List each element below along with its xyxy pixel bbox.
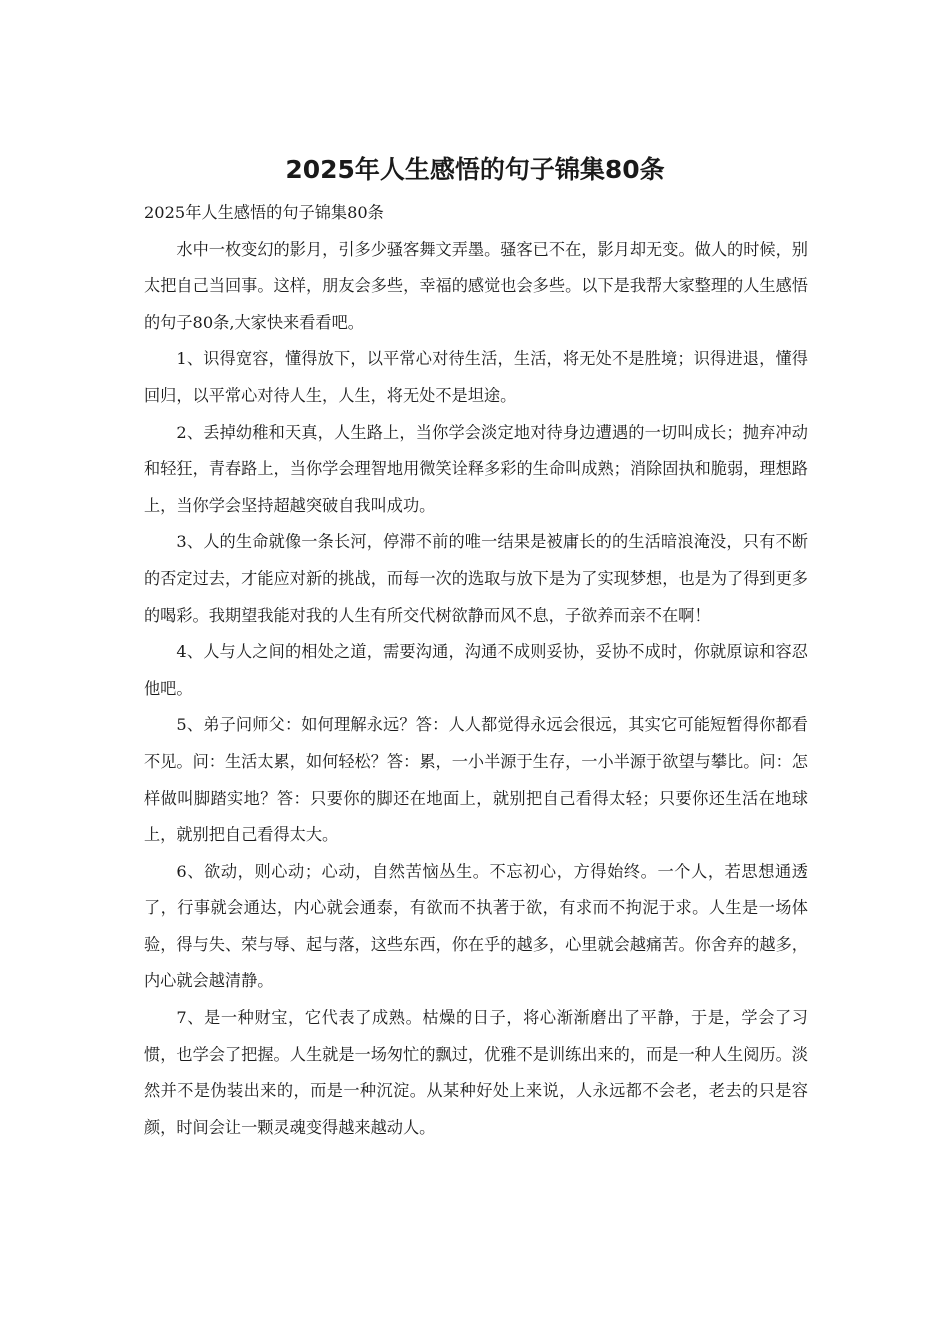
document-body — [144, 195, 808, 1146]
list-item: 4、人与人之间的相处之道，需要沟通，沟通不成则妥协，妥协不成时，你就原谅和容忍他吧。 — [144, 642, 808, 698]
list-item: 7、是一种财宝，它代表了成熟。枯燥的日子，将心渐渐磨出了平静，于是，学会了习惯，也学会了把握。人生就是一场匆忙的飘过，优雅不是训练出来的，而是一种人生阅历。淡然并不是伪装出来的，而是一种沉淀。从某种好处上来说，人永远都不会老，老去的只是容颜，时间会让一颗灵魂变得越来越动人。 — [144, 1008, 808, 1137]
list-item: 3、人的生命就像一条长河，停滞不前的唯一结果是被庸长的的生活暗浪淹没，只有不断的否定过去，才能应对新的挑战，而每一次的选取与放下是为了实现梦想，也是为了得到更多的喝彩。我期望我能对我的人生有所交代树欲静而风不息，子欲养而亲不在啊！ — [144, 532, 808, 625]
intro-paragraph: 水中一枚变幻的影月，引多少骚客舞文弄墨。骚客已不在，影月却无变。做人的时候，别太把自己当回事。这样，朋友会多些，幸福的感觉也会多些。以下是我帮大家整理的人生感悟的句子80条,大家快来看看吧。 — [144, 239, 808, 332]
list-item: 6、欲动，则心动；心动，自然苦恼丛生。不忘初心，方得始终。一个人，若思想通透了，行事就会通达，内心就会通泰，有欲而不执著于欲，有求而不拘泥于求。人生是一场体验，得与失、荣与辱、起与落，这些东西，你在乎的越多，心里就会越痛苦。你舍弃的越多，内心就会越清静。 — [144, 861, 808, 991]
document-subtitle: 2025年人生感悟的句子锦集80条 — [144, 203, 384, 222]
list-item: 1、识得宽容，懂得放下，以平常心对待生活，生活，将无处不是胜境；识得进退，懂得回归，以平常心对待人生，人生，将无处不是坦途。 — [144, 349, 808, 405]
document-title: 2025年人生感悟的句子锦集80条 — [285, 155, 665, 184]
list-item: 2、丢掉幼稚和天真，人生路上，当你学会淡定地对待身边遭遇的一切叫成长；抛弃冲动和轻狂，青春路上，当你学会理智地用微笑诠释多彩的生命叫成熟；消除固执和脆弱，理想路上，当你学会坚持超越突破自我叫成功。 — [144, 422, 808, 515]
list-item: 5、弟子问师父：如何理解永远？答：人人都觉得永远会很远，其实它可能短暂得你都看不见。问：生活太累，如何轻松？答：累，一小半源于生存，一小半源于欲望与攀比。问：怎样做叫脚踏实地？答：只要你的脚还在地面上，就别把自己看得太轻；只要你还生活在地球上，就别把自己看得太大。 — [144, 715, 808, 845]
